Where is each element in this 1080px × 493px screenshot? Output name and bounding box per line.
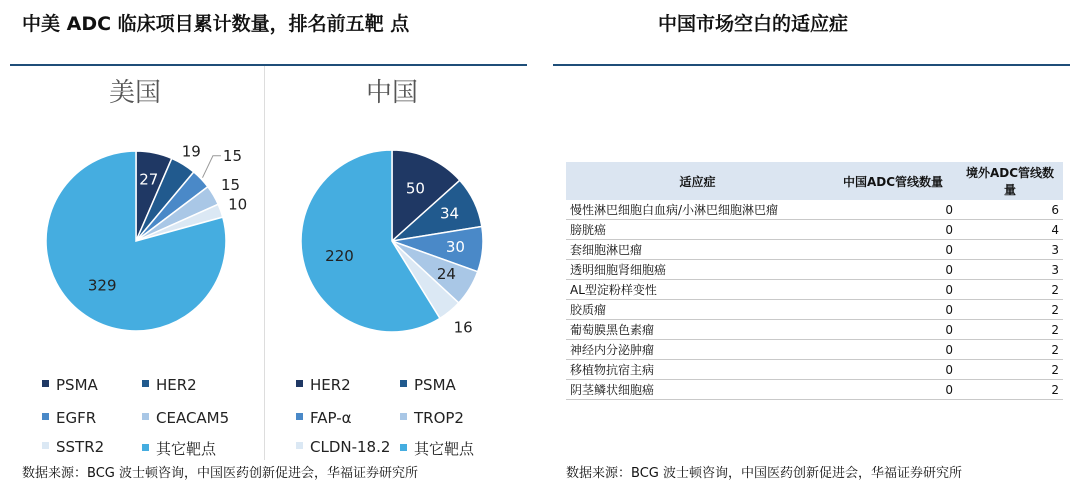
legend-item [296, 438, 390, 456]
table-row [566, 320, 1063, 340]
indication-cell: 透明细胞肾细胞癌 [566, 260, 829, 280]
legend-item [42, 438, 104, 456]
legend-label: TROP2 [414, 409, 464, 427]
legend-swatch [296, 413, 303, 420]
china-count-cell: 0 [829, 320, 957, 340]
china-count-cell: 0 [829, 340, 957, 360]
overseas-count-cell: 2 [957, 300, 1063, 320]
legend-label: CEACAM5 [156, 409, 230, 427]
legend-swatch [42, 380, 49, 387]
right-source-note: 数据来源：BCG 波士顿咨询，中国医药创新促进会，华福证券研究所 [566, 466, 962, 481]
legend-item [142, 438, 216, 459]
china-count-cell: 0 [829, 260, 957, 280]
pie-data-label: 10 [228, 195, 248, 214]
indication-cell: 膀胱癌 [566, 220, 829, 240]
us-pie-title: 美国 [109, 78, 162, 108]
china-count-cell: 0 [829, 280, 957, 300]
left-title: 中美 ADC 临床项目累计数量，排名前五靶 点 [22, 13, 410, 35]
cn-pie-title: 中国 [366, 78, 419, 108]
china-count-cell: 0 [829, 380, 957, 400]
china-count-cell: 0 [829, 240, 957, 260]
legend-label: 其它靶点 [414, 440, 475, 458]
legend-label: SSTR2 [56, 438, 105, 456]
legend-item [400, 409, 464, 427]
indication-cell: 葡萄膜黑色素瘤 [566, 320, 829, 340]
indication-cell: AL型淀粉样变性 [566, 280, 829, 300]
overseas-count-cell: 2 [957, 380, 1063, 400]
china-count-cell: 0 [829, 200, 957, 220]
legend-swatch [42, 442, 49, 449]
table-row [566, 280, 1063, 300]
legend-item [42, 409, 96, 427]
china-count-cell: 0 [829, 220, 957, 240]
legend-label: FAP-α [310, 409, 352, 427]
table-row [566, 200, 1063, 220]
legend-item [296, 376, 351, 394]
legend-item [142, 409, 229, 427]
right-title: 中国市场空白的适应症 [658, 13, 849, 35]
china-count-cell: 0 [829, 300, 957, 320]
pie-data-label: 15 [220, 176, 241, 195]
table-row [566, 340, 1063, 360]
indication-table [566, 162, 1063, 400]
table-row [566, 220, 1063, 240]
pie-leader-line [202, 156, 220, 178]
china-count-cell: 0 [829, 360, 957, 380]
pie-data-label: 15 [222, 146, 243, 165]
indication-cell: 套细胞淋巴瘤 [566, 240, 829, 260]
col-header-china-count: 中国ADC管线数量 [829, 162, 957, 200]
indication-cell: 慢性淋巴细胞白血病/小淋巴细胞淋巴瘤 [566, 200, 829, 220]
legend-label: CLDN-18.2 [310, 438, 391, 456]
pie-data-label: 50 [405, 179, 425, 198]
pie-data-label: 16 [453, 318, 473, 337]
legend-swatch [296, 380, 303, 387]
table-header-row [566, 162, 1063, 200]
legend-item [42, 376, 98, 394]
legend-item [142, 376, 197, 394]
table-row [566, 260, 1063, 280]
legend-swatch [296, 442, 303, 449]
overseas-count-cell: 2 [957, 320, 1063, 340]
indication-cell: 胶质瘤 [566, 300, 829, 320]
legend-item [296, 409, 352, 427]
legend-swatch [400, 413, 407, 420]
legend-item [400, 438, 474, 459]
pie-data-label: 329 [87, 276, 117, 295]
table-row [566, 380, 1063, 400]
legend-swatch [400, 380, 407, 387]
right-title-rule [553, 64, 1070, 66]
legend-swatch [42, 413, 49, 420]
left-source-note: 数据来源：BCG 波士顿咨询，中国医药创新促进会，华福证券研究所 [22, 466, 418, 481]
legend-swatch [400, 444, 407, 451]
legend-label: HER2 [310, 376, 351, 394]
table-row [566, 240, 1063, 260]
overseas-count-cell: 2 [957, 360, 1063, 380]
col-header-overseas-count: 境外ADC管线数量 [957, 162, 1063, 200]
pie-data-label: 24 [436, 265, 456, 284]
overseas-count-cell: 2 [957, 340, 1063, 360]
legend-swatch [142, 413, 149, 420]
legend-label: HER2 [156, 376, 197, 394]
overseas-count-cell: 4 [957, 220, 1063, 240]
us-pie-chart [0, 0, 264, 360]
legend-swatch [142, 444, 149, 451]
indication-cell: 移植物抗宿主病 [566, 360, 829, 380]
legend-label: EGFR [56, 409, 97, 427]
pie-data-label: 19 [181, 142, 201, 161]
overseas-count-cell: 6 [957, 200, 1063, 220]
indication-cell: 阴茎鳞状细胞癌 [566, 380, 829, 400]
pie-data-label: 27 [139, 170, 159, 189]
legend-label: PSMA [414, 376, 456, 394]
pie-data-label: 220 [325, 246, 354, 265]
table-row [566, 360, 1063, 380]
legend-label: 其它靶点 [156, 440, 217, 458]
legend-swatch [142, 380, 149, 387]
col-header-indication: 适应症 [566, 162, 829, 200]
cn-pie-chart [264, 0, 528, 360]
legend-item [400, 376, 456, 394]
overseas-count-cell: 3 [957, 240, 1063, 260]
overseas-count-cell: 3 [957, 260, 1063, 280]
pie-data-label: 34 [439, 204, 460, 223]
table-row [566, 300, 1063, 320]
legend-label: PSMA [56, 376, 98, 394]
pie-data-label: 30 [445, 237, 465, 256]
indication-cell: 神经内分泌肿瘤 [566, 340, 829, 360]
overseas-count-cell: 2 [957, 280, 1063, 300]
